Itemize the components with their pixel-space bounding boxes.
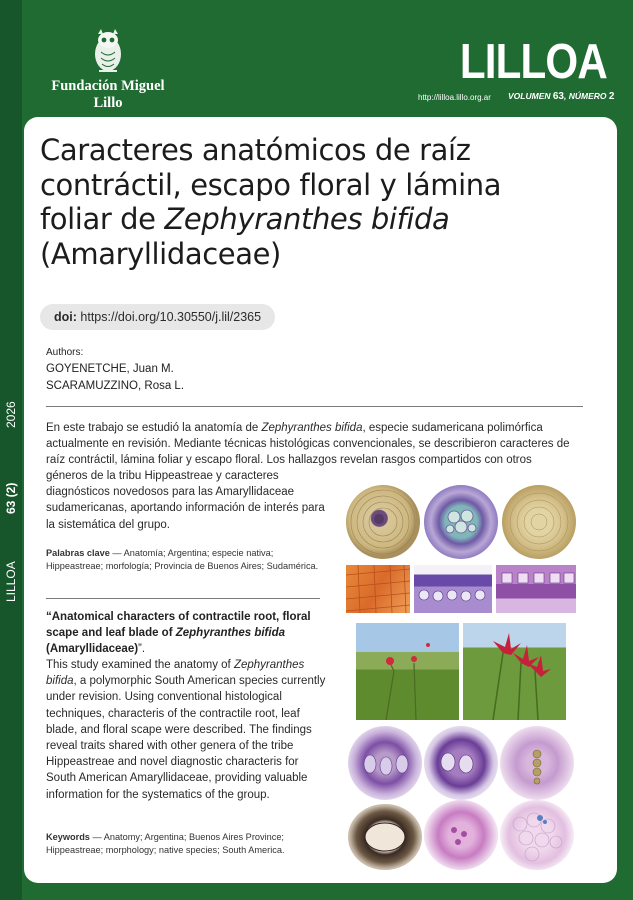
micrograph-leaf-section [414,565,492,613]
divider-top [46,406,583,407]
abstract-en-title-species: Zephyranthes bifida [175,627,286,640]
journal-title: LILLOA [460,35,607,89]
doi-url[interactable]: https://doi.org/10.30550/j.lil/2365 [80,310,262,324]
foundation-logo [38,28,178,130]
keywords-es [46,547,326,574]
side-issue: 63 (2) [4,482,18,514]
side-spine [2,384,20,604]
title-text-1: Caracteres anatómicos de raíz contráctil, escapo floral y lámina foliar de [40,133,502,236]
side-year: 2026 [4,401,18,428]
title-species: Zephyranthes bifida [164,202,450,236]
side-journal: LILLOA [4,561,18,602]
abstract-es-text-a: En este trabajo se estudió la anatomía de [46,422,262,434]
micrograph-root-stele [424,485,498,559]
micrograph-scape-2 [424,726,498,800]
authors-label: Authors: [46,347,84,358]
micrograph-scape-3 [500,726,574,800]
abstract-en-text-a: This study examined the anatomy of [46,659,234,671]
micrograph-root-cross-section [346,485,420,559]
abstract-es-species: Zephyranthes bifida [261,422,363,434]
keywords-en [46,831,326,858]
journal-url[interactable]: http://lilloa.lillo.org.ar [418,93,491,102]
volume-number: 63 [552,91,564,102]
abstract-en-text-b: , a polymorphic South American species currently under revision. Using conventional histological techniques, characteris of the contractile root, leaf blade, and floral scape were described. The findings reveal traits shared with other genera of the tribe Hippeastreae and novel diagnostic characteris for South American Amaryllidaceae, providing valuable information for the systematics of the group. [46,675,326,801]
title-text-2: (Amaryllidaceae) [40,236,281,271]
number-label: NÚMERO [568,91,607,101]
keywords-es-label: Palabras clave [46,548,110,558]
volume-label: VOLUMEN [508,91,551,101]
micrograph-scape-1 [348,726,422,800]
abstract-en-title-close: ”. [138,643,146,656]
author-2: SCARAMUZZINO, Rosa L. [46,380,185,392]
divider-middle [46,598,320,599]
foundation-name: Fundación Miguel Lillo [51,78,165,111]
keywords-es-text: — Anatomía; Argentina; especie nativa; Hippeastreae; morfología; Provincia de Buenos Aires; Sudamérica. [46,548,319,572]
owl-icon [90,28,126,74]
doi-pill[interactable] [40,304,275,330]
abstract-en-body [46,657,326,803]
article-title [40,133,580,271]
micrograph-root-cortex [502,485,576,559]
keywords-en-text: — Anatomy; Argentina; Buenos Aires Province; Hippeastreae; morphology; native species; South America. [46,832,285,856]
micrograph-parenchyma [500,800,574,870]
abstract-en-title-a: “Anatomical characters of contractile root, floral scape and leaf blade of [46,611,311,640]
doi-label: doi: [54,310,77,324]
author-1: GOYENETCHE, Juan M. [46,363,174,375]
journal-volume: VOLUMEN 63, NÚMERO 2 [508,91,615,102]
photo-plant-in-field [356,623,459,720]
abstract-en-species: Zephyranthes bifida [46,659,305,688]
micrograph-scape-cross-section [348,804,422,870]
keywords-en-label: Keywords [46,832,90,842]
micrograph-leaf-stomata [496,565,576,613]
abstract-en-title [46,609,316,658]
micrograph-leaf-epidermis [346,565,410,613]
abstract-es-paragraph-2: géneros de la tribu Hippeastreae y caracteres diagnósticos novedosos para las Amaryllidaceae sudamericanas, aportando información de interés para la sistemática del grupo. [46,470,325,531]
micrograph-vascular-bundle [424,800,498,870]
issue-number: 2 [608,91,615,102]
abstract-es-text-b: , especie sudamericana polimórfica actualmente en revisión. Mediante técnicas histológicas convencionales, se describieron caracteres de raíz contráctil, lámina foliar y escapo floral. Los hallazgos revelan rasgos compartidos con otros [46,422,570,467]
abstract-es-paragraph-1 [46,420,586,469]
abstract-en-title-b: (Amaryllidaceae) [46,643,139,656]
photo-flowers-closeup [463,623,566,720]
